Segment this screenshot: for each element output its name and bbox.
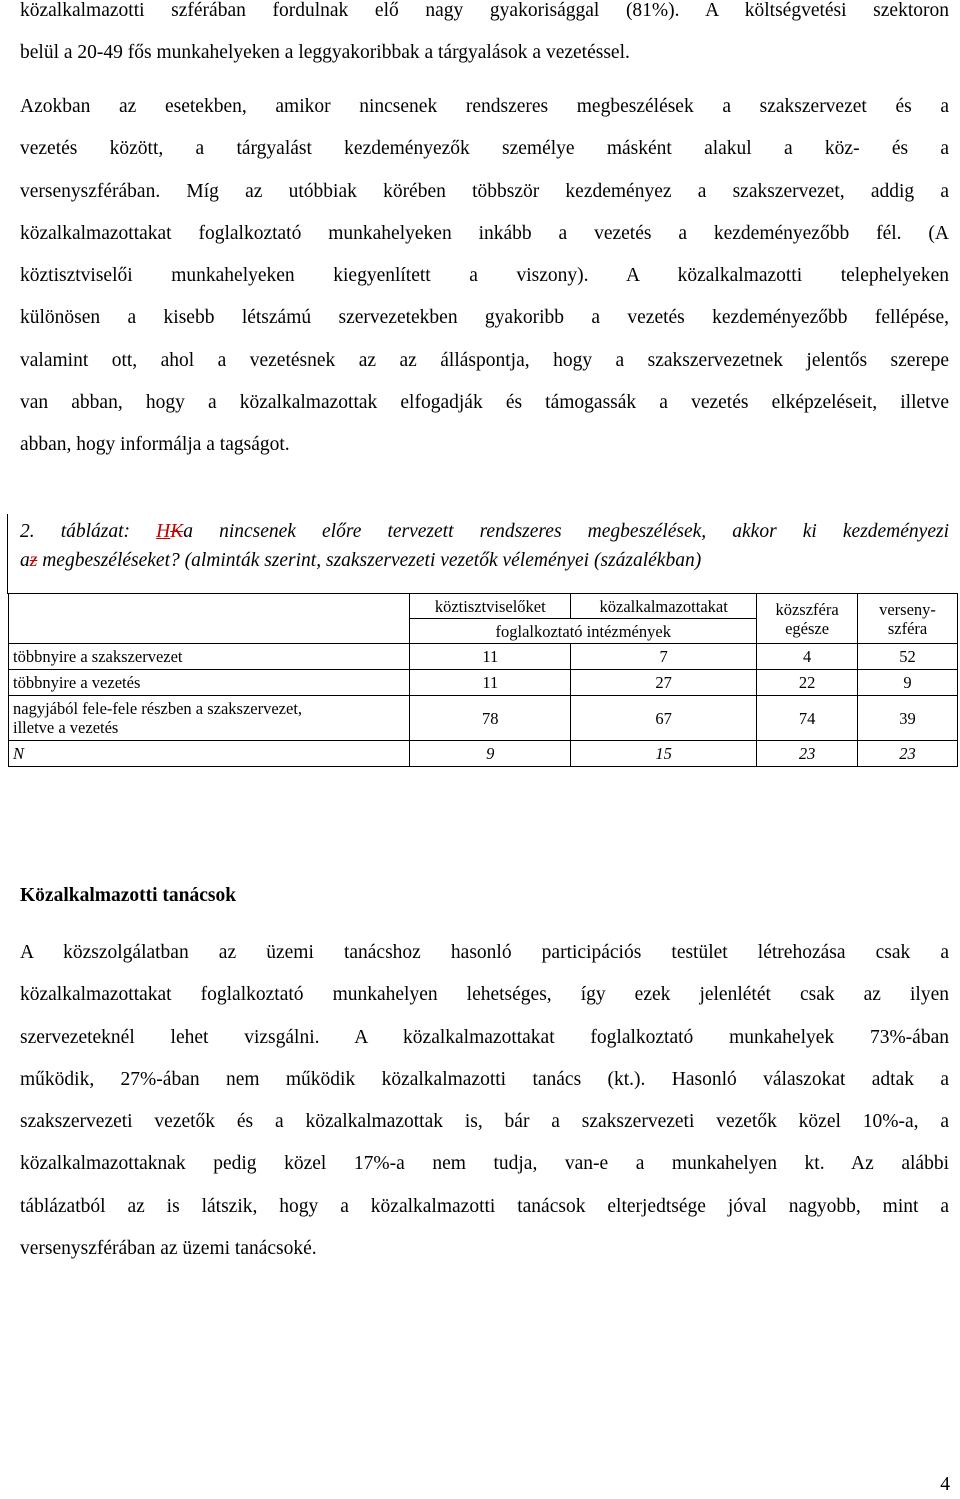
text-line: szervezeteknél lehet vizsgálni. A közalkalmazottakat foglalkoztató munkahelyek 73%-ában <box>20 1026 949 1048</box>
tracked-insertion: H <box>156 521 171 542</box>
paragraph-councils <box>20 932 949 1270</box>
table-cell: 4 <box>757 644 858 670</box>
caption-line <box>20 517 949 546</box>
paragraph-intro <box>20 0 949 75</box>
table-row <box>9 644 958 670</box>
text-line: belül a 20-49 fős munkahelyeken a leggyakoribbak a tárgyalások a vezetéssel. <box>20 42 630 64</box>
table-cell: 78 <box>410 696 571 741</box>
table-header-cell <box>757 594 858 644</box>
table-cell: 23 <box>858 741 958 767</box>
header-text: közszféra <box>775 599 839 619</box>
table-header-cell: közalkalmazottakat <box>571 594 757 619</box>
text-line: van abban, hogy a közalkalmazottak elfogadják és támogassák a vezetés elképzeléseit, illetve <box>20 392 949 414</box>
text-line: valamint ott, ahol a vezetésnek az az álláspontja, hogy a szakszervezetnek jelentős szerepe <box>20 349 949 371</box>
text-line: vezetés között, a tárgyalást kezdeményezők személye másként alakul a köz- és a <box>20 138 949 160</box>
table-header-empty <box>9 594 410 644</box>
results-table <box>8 593 958 767</box>
table-cell: 27 <box>571 670 757 696</box>
table-cell: 74 <box>757 696 858 741</box>
table-cell: 22 <box>757 670 858 696</box>
table-header-row <box>9 594 958 619</box>
revision-change-bar <box>7 514 8 594</box>
paragraph-negotiation <box>20 86 949 467</box>
text-line: táblázatból az is látszik, hogy a közalkalmazotti tanácsok elterjedtsége jóval nagyobb, mint a <box>20 1195 949 1217</box>
row-label <box>9 696 410 741</box>
table-cell: 39 <box>858 696 958 741</box>
table-cell: 11 <box>410 644 571 670</box>
table-row <box>9 696 958 741</box>
caption-prefix: 2. táblázat: <box>20 521 157 542</box>
text-line: szakszervezeti vezetők és a közalkalmazottak is, bár a szakszervezeti vezetők közel 10%-a, a <box>20 1111 949 1133</box>
text-line: működik, 27%-ában nem működik közalkalmazotti tanács (kt.). Hasonló válaszokat adtak a <box>20 1068 949 1090</box>
tracked-deletion: K <box>170 521 184 542</box>
label-text: nagyjából fele-fele részben a szakszervezet, <box>13 699 303 718</box>
text-line: közalkalmazottakat foglalkoztató munkahelyeken inkább a vezetés a kezdeményezőbb fél. (A <box>20 222 949 244</box>
table-cell: 67 <box>571 696 757 741</box>
caption-text: a <box>20 550 30 571</box>
label-text: illetve a vezetés <box>13 718 119 737</box>
row-label: N <box>9 741 410 767</box>
table-header-cell <box>858 594 958 644</box>
text-line: versenyszférában. Míg az utóbbiak körében többször kezdeményez a szakszervezet, addig a <box>20 180 949 202</box>
table-cell: 11 <box>410 670 571 696</box>
caption-line <box>20 546 949 575</box>
table-cell: 23 <box>757 741 858 767</box>
text-line: abban, hogy informálja a tagságot. <box>20 434 290 456</box>
table-cell: 15 <box>571 741 757 767</box>
text-line: köztisztviselői munkahelyeken kiegyenlített a viszony). A közalkalmazotti telephelyeken <box>20 265 949 287</box>
table-cell: 9 <box>410 741 571 767</box>
table-caption <box>20 517 949 575</box>
table-cell: 9 <box>858 670 958 696</box>
table-cell: 7 <box>571 644 757 670</box>
header-text: verseny- <box>879 599 936 619</box>
row-label: többnyire a szakszervezet <box>9 644 410 670</box>
text-line: közalkalmazottakat foglalkoztató munkahelyen lehetséges, így ezek jelenlétét csak az ilyen <box>20 984 949 1006</box>
tracked-deletion: z <box>29 550 38 571</box>
page-number: 4 <box>940 1474 950 1495</box>
text-line: A közszolgálatban az üzemi tanácshoz hasonló participációs testület létrehozása csak a <box>20 942 949 963</box>
table-row-n <box>9 741 958 767</box>
text-line: közalkalmazotti szférában fordulnak elő nagy gyakorisággal (81%). A költségvetési szektoron <box>20 0 949 21</box>
header-text: egésze <box>785 618 830 638</box>
text-line: közalkalmazottaknak pedig közel 17%-a nem tudja, van-e a munkahelyen kt. Az alábbi <box>20 1153 949 1175</box>
row-label: többnyire a vezetés <box>9 670 410 696</box>
caption-text: megbeszéléseket? (alminták szerint, szakszervezeti vezetők véleményei (százalékban) <box>37 550 702 571</box>
section-heading: Közalkalmazotti tanácsok <box>20 885 237 906</box>
table-header-cell: köztisztviselőket <box>410 594 571 619</box>
table-cell: 52 <box>858 644 958 670</box>
text-line: versenyszférában az üzemi tanácsoké. <box>20 1238 317 1260</box>
table-header-group: foglalkoztató intézmények <box>410 619 757 644</box>
caption-text: a nincsenek előre tervezett rendszeres megbeszélések, akkor ki kezdeményezi <box>183 521 949 542</box>
text-line: különösen a kisebb létszámú szervezetekben gyakoribb a vezetés kezdeményezőbb fellépése, <box>20 307 949 329</box>
header-text: szféra <box>887 618 928 638</box>
text-line: Azokban az esetekben, amikor nincsenek rendszeres megbeszélések a szakszervezet és a <box>20 96 949 117</box>
table-row <box>9 670 958 696</box>
